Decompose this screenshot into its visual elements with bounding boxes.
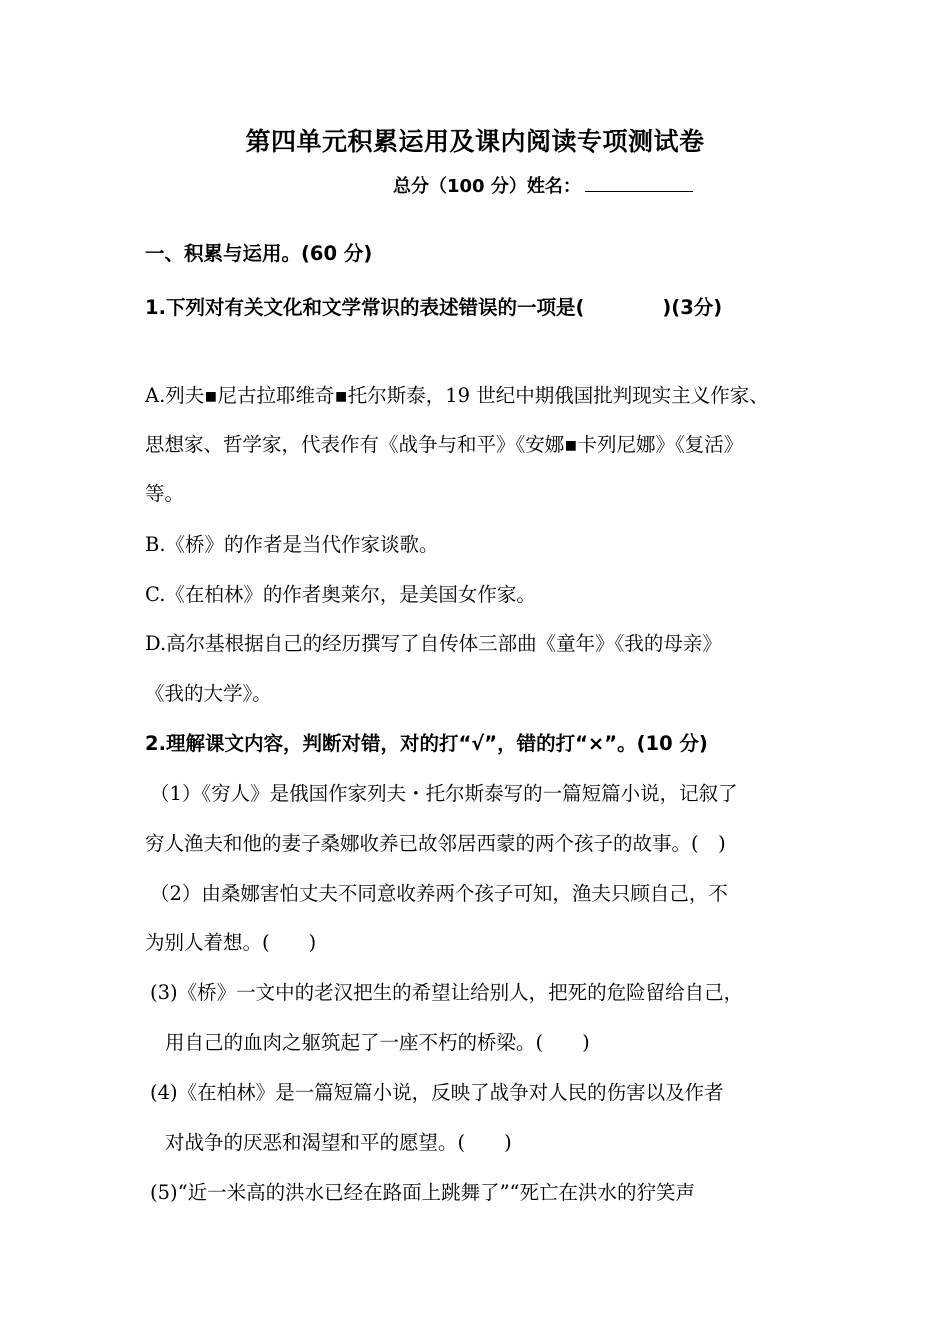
q1-option-a-line2: 思想家、哲学家，代表作有《战争与和平》《安娜▪卡列尼娜》《复活》 (145, 433, 744, 456)
name-blank[interactable] (585, 175, 693, 192)
q1-option-c: C.《在柏林》的作者奥莱尔，是美国女作家。 (145, 583, 536, 606)
q1-option-a-line3: 等。 (145, 482, 185, 505)
score-label: 总分（100 分）姓名： (393, 176, 581, 197)
q2-item-1-line2: 穷人渔夫和他的妻子桑娜收养已故邻居西蒙的两个孩子的故事。( ) (145, 832, 726, 855)
q2-item-4-line1: (4)《在柏林》是一篇短篇小说，反映了战争对人民的伤害以及作者 (150, 1081, 724, 1104)
score-name-line (393, 172, 693, 198)
q2-item-2-line2: 为别人着想。( ) (145, 931, 317, 954)
question-1-stem: 1.下列对有关文化和文学常识的表述错误的一项是( )(3分) (145, 296, 723, 319)
q2-item-5-line1: (5)“近一米高的洪水已经在路面上跳舞了”“死亡在洪水的狞笑声 (150, 1181, 696, 1204)
q1-option-d-line1: D.高尔基根据自己的经历撰写了自传体三部曲《童年》《我的母亲》 (145, 632, 722, 655)
section-heading: 一、积累与运用。(60 分) (145, 242, 373, 265)
q1-option-b: B.《桥》的作者是当代作家谈歌。 (145, 533, 439, 556)
q2-item-3-line2: 用自己的血肉之躯筑起了一座不朽的桥梁。( ) (165, 1031, 590, 1054)
q1-option-d-line2: 《我的大学》。 (145, 682, 272, 705)
q1-option-a-line1: A.列夫▪尼古拉耶维奇▪托尔斯泰，19 世纪中期俄国批判现实主义作家、 (145, 384, 769, 407)
q2-item-1-line1: （1）《穷人》是俄国作家列夫・托尔斯泰写的一篇短篇小说，记叙了 (150, 782, 738, 805)
page-title: 第四单元积累运用及课内阅读专项测试卷 (245, 127, 705, 156)
q2-item-2-line1: （2）由桑娜害怕丈夫不同意收养两个孩子可知，渔夫只顾自己，不 (150, 882, 728, 905)
q2-item-3-line1: (3)《桥》一文中的老汉把生的希望让给别人，把死的危险留给自己， (150, 981, 744, 1004)
q2-item-4-line2: 对战争的厌恶和渴望和平的愿望。( ) (165, 1131, 512, 1154)
question-2-stem: 2.理解课文内容，判断对错，对的打“√”，错的打“×”。(10 分) (145, 732, 708, 755)
